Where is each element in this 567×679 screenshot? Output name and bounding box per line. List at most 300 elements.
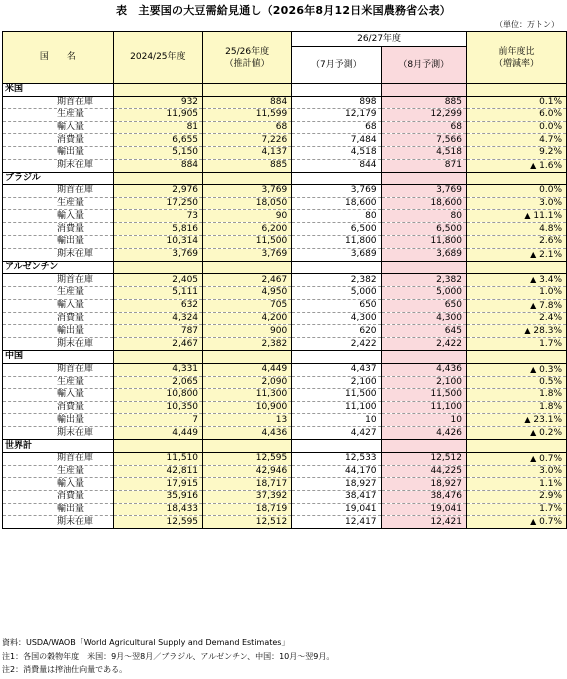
change-percent: 0.3% — [539, 364, 562, 375]
row-label: 輸出量 — [3, 235, 114, 248]
value-2024-25: 17,915 — [113, 478, 202, 491]
value-change — [466, 287, 566, 300]
value-2024-25: 787 — [113, 325, 202, 338]
decrease-triangle-icon: ▲ — [530, 517, 537, 527]
value-2025-26: 3,769 — [203, 248, 292, 261]
value-change — [466, 414, 566, 427]
value-2025-26: 885 — [203, 159, 292, 172]
value-2025-26: 13 — [203, 414, 292, 427]
country-name: アルゼンチン — [3, 261, 114, 274]
value-2025-26: 4,449 — [203, 363, 292, 376]
change-percent: 7.8% — [539, 300, 562, 311]
value-aug-forecast: 44,225 — [381, 465, 466, 478]
decrease-triangle-icon: ▲ — [530, 275, 537, 285]
value-change — [466, 185, 566, 198]
value-july-forecast: 18,927 — [292, 478, 381, 491]
country-row — [3, 261, 567, 274]
value-aug-forecast: 4,426 — [381, 427, 466, 440]
country-row-blank — [381, 350, 466, 363]
change-percent: 2.1% — [539, 249, 562, 260]
value-change — [466, 338, 566, 351]
table-row — [3, 414, 567, 427]
change-percent: 2.6% — [539, 236, 562, 247]
value-aug-forecast: 7,566 — [381, 134, 466, 147]
country-row — [3, 440, 567, 453]
value-change — [466, 235, 566, 248]
value-change — [466, 478, 566, 491]
value-2025-26: 4,436 — [203, 427, 292, 440]
row-label: 輸出量 — [3, 414, 114, 427]
table-row — [3, 427, 567, 440]
value-2024-25: 932 — [113, 96, 202, 109]
value-2024-25: 632 — [113, 299, 202, 312]
table-row — [3, 287, 567, 300]
value-july-forecast: 2,422 — [292, 338, 381, 351]
value-july-forecast: 4,437 — [292, 363, 381, 376]
header-july-forecast: （7月予測） — [292, 47, 381, 84]
country-row — [3, 350, 567, 363]
value-change — [466, 134, 566, 147]
value-aug-forecast: 12,512 — [381, 452, 466, 465]
value-july-forecast: 3,689 — [292, 248, 381, 261]
value-aug-forecast: 38,476 — [381, 491, 466, 504]
table-row — [3, 185, 567, 198]
change-percent: 3.0% — [539, 198, 562, 209]
row-label: 期首在庫 — [3, 96, 114, 109]
row-label: 輸入量 — [3, 478, 114, 491]
value-aug-forecast: 3,769 — [381, 185, 466, 198]
value-change — [466, 376, 566, 389]
country-row-blank — [292, 261, 381, 274]
value-aug-forecast: 12,299 — [381, 109, 466, 122]
value-aug-forecast: 871 — [381, 159, 466, 172]
value-aug-forecast: 3,689 — [381, 248, 466, 261]
change-percent: 1.1% — [539, 478, 562, 489]
country-row-blank — [203, 440, 292, 453]
value-july-forecast: 650 — [292, 299, 381, 312]
value-2024-25: 10,314 — [113, 235, 202, 248]
change-percent: 23.1% — [533, 415, 562, 426]
country-row-blank — [292, 350, 381, 363]
row-label: 輸入量 — [3, 210, 114, 223]
value-july-forecast: 38,417 — [292, 491, 381, 504]
table-row — [3, 478, 567, 491]
value-aug-forecast: 2,100 — [381, 376, 466, 389]
change-percent: 0.2% — [539, 428, 562, 439]
decrease-triangle-icon: ▲ — [530, 364, 537, 374]
value-change — [466, 96, 566, 109]
row-label: 輸出量 — [3, 146, 114, 159]
country-row-blank — [381, 84, 466, 97]
value-2025-26: 11,300 — [203, 389, 292, 402]
row-label: 輸入量 — [3, 299, 114, 312]
table-row — [3, 299, 567, 312]
value-2024-25: 5,111 — [113, 287, 202, 300]
header-change-note: （増減率） — [493, 58, 539, 69]
country-row-blank — [203, 350, 292, 363]
table-row — [3, 325, 567, 338]
table-row — [3, 363, 567, 376]
value-july-forecast: 11,100 — [292, 401, 381, 414]
table-row — [3, 516, 567, 529]
table-row — [3, 96, 567, 109]
row-label: 期末在庫 — [3, 248, 114, 261]
value-2024-25: 5,150 — [113, 146, 202, 159]
country-row-blank — [466, 84, 566, 97]
value-july-forecast: 80 — [292, 210, 381, 223]
header-aug-forecast: （8月予測） — [381, 47, 466, 84]
change-percent: 1.0% — [539, 287, 562, 298]
table-row — [3, 210, 567, 223]
value-change — [466, 452, 566, 465]
value-aug-forecast: 4,300 — [381, 312, 466, 325]
country-row-blank — [381, 261, 466, 274]
table-row — [3, 223, 567, 236]
decrease-triangle-icon: ▲ — [524, 326, 531, 336]
value-2024-25: 42,811 — [113, 465, 202, 478]
value-change — [466, 146, 566, 159]
table-row — [3, 274, 567, 287]
row-label: 輸入量 — [3, 389, 114, 402]
decrease-triangle-icon: ▲ — [530, 428, 537, 438]
value-2025-26: 900 — [203, 325, 292, 338]
value-2024-25: 3,769 — [113, 248, 202, 261]
value-change — [466, 299, 566, 312]
value-change — [466, 389, 566, 402]
header-2025-26 — [203, 32, 292, 84]
value-2025-26: 705 — [203, 299, 292, 312]
value-2024-25: 35,916 — [113, 491, 202, 504]
value-2024-25: 81 — [113, 121, 202, 134]
change-percent: 6.0% — [539, 109, 562, 120]
country-row-blank — [203, 84, 292, 97]
value-2024-25: 18,433 — [113, 503, 202, 516]
value-aug-forecast: 2,382 — [381, 274, 466, 287]
table-row — [3, 452, 567, 465]
change-percent: 9.2% — [539, 147, 562, 158]
table-body — [3, 84, 567, 529]
country-name: ブラジル — [3, 172, 114, 185]
value-2025-26: 18,717 — [203, 478, 292, 491]
value-change — [466, 274, 566, 287]
row-label: 消費量 — [3, 134, 114, 147]
value-2025-26: 90 — [203, 210, 292, 223]
value-2024-25: 6,655 — [113, 134, 202, 147]
table-title: 表 主要国の大豆需給見通し（2026年8月12日米国農務省公表） — [116, 4, 451, 17]
value-2024-25: 10,800 — [113, 389, 202, 402]
table-row — [3, 146, 567, 159]
value-2024-25: 884 — [113, 159, 202, 172]
change-percent: 0.0% — [539, 122, 562, 133]
change-percent: 11.1% — [533, 211, 562, 222]
value-2025-26: 884 — [203, 96, 292, 109]
change-percent: 1.8% — [539, 401, 562, 412]
value-2025-26: 18,050 — [203, 197, 292, 210]
value-july-forecast: 2,382 — [292, 274, 381, 287]
header-2025-26-year: 25/26年度 — [225, 46, 270, 57]
decrease-triangle-icon: ▲ — [530, 453, 537, 463]
value-july-forecast: 898 — [292, 96, 381, 109]
value-change — [466, 427, 566, 440]
table-row — [3, 503, 567, 516]
value-july-forecast: 11,800 — [292, 235, 381, 248]
value-2024-25: 4,324 — [113, 312, 202, 325]
value-2024-25: 4,331 — [113, 363, 202, 376]
change-percent: 0.7% — [539, 453, 562, 464]
decrease-triangle-icon: ▲ — [524, 211, 531, 221]
table-row — [3, 235, 567, 248]
value-2025-26: 68 — [203, 121, 292, 134]
change-percent: 4.7% — [539, 134, 562, 145]
country-row-blank — [113, 84, 202, 97]
change-percent: 2.4% — [539, 313, 562, 324]
change-percent: 0.0% — [539, 185, 562, 196]
change-percent: 28.3% — [533, 326, 562, 337]
decrease-triangle-icon: ▲ — [530, 300, 537, 310]
value-2024-25: 4,449 — [113, 427, 202, 440]
value-2024-25: 17,250 — [113, 197, 202, 210]
table-row — [3, 248, 567, 261]
value-aug-forecast: 11,800 — [381, 235, 466, 248]
change-percent: 1.7% — [539, 338, 562, 349]
value-july-forecast: 68 — [292, 121, 381, 134]
table-row — [3, 109, 567, 122]
value-2025-26: 18,719 — [203, 503, 292, 516]
value-aug-forecast: 2,422 — [381, 338, 466, 351]
country-row-blank — [466, 172, 566, 185]
country-row-blank — [292, 440, 381, 453]
country-name: 世界計 — [3, 440, 114, 453]
value-july-forecast: 19,041 — [292, 503, 381, 516]
value-2025-26: 4,137 — [203, 146, 292, 159]
value-july-forecast: 10 — [292, 414, 381, 427]
row-label: 消費量 — [3, 491, 114, 504]
change-percent: 1.7% — [539, 503, 562, 514]
change-percent: 3.4% — [539, 275, 562, 286]
value-change — [466, 248, 566, 261]
value-aug-forecast: 4,518 — [381, 146, 466, 159]
change-percent: 0.1% — [539, 96, 562, 107]
country-row-blank — [466, 261, 566, 274]
header-2026-27: 26/27年度 — [292, 32, 467, 47]
value-2024-25: 10,350 — [113, 401, 202, 414]
table-row — [3, 389, 567, 402]
value-july-forecast: 12,179 — [292, 109, 381, 122]
row-label: 期末在庫 — [3, 516, 114, 529]
change-percent: 2.9% — [539, 491, 562, 502]
table-row — [3, 121, 567, 134]
value-july-forecast: 2,100 — [292, 376, 381, 389]
note-source: 資料：USDA/WAOB「World Agricultural Supply and Demand Estimates」 — [2, 638, 290, 647]
value-2024-25: 2,467 — [113, 338, 202, 351]
value-july-forecast: 12,417 — [292, 516, 381, 529]
value-aug-forecast: 10 — [381, 414, 466, 427]
soybean-supply-table — [2, 31, 567, 529]
change-percent: 1.8% — [539, 389, 562, 400]
value-change — [466, 109, 566, 122]
value-change — [466, 121, 566, 134]
value-2025-26: 10,900 — [203, 401, 292, 414]
value-2024-25: 12,595 — [113, 516, 202, 529]
value-change — [466, 491, 566, 504]
value-july-forecast: 844 — [292, 159, 381, 172]
header-2024-25: 2024/25年度 — [113, 32, 202, 84]
header-2025-26-note: （推計値） — [224, 58, 270, 69]
change-percent: 1.6% — [539, 160, 562, 171]
value-july-forecast: 18,600 — [292, 197, 381, 210]
country-name: 米国 — [3, 84, 114, 97]
country-row-blank — [203, 172, 292, 185]
value-aug-forecast: 18,927 — [381, 478, 466, 491]
row-label: 期首在庫 — [3, 185, 114, 198]
value-2025-26: 12,595 — [203, 452, 292, 465]
value-change — [466, 312, 566, 325]
note-2: 注2：消費量は搾油仕向量である。 — [2, 665, 128, 674]
value-2025-26: 3,769 — [203, 185, 292, 198]
value-aug-forecast: 80 — [381, 210, 466, 223]
country-row-blank — [466, 350, 566, 363]
value-change — [466, 197, 566, 210]
row-label: 生産量 — [3, 197, 114, 210]
value-2025-26: 11,599 — [203, 109, 292, 122]
row-label: 生産量 — [3, 465, 114, 478]
value-july-forecast: 4,427 — [292, 427, 381, 440]
value-2024-25: 11,510 — [113, 452, 202, 465]
value-change — [466, 503, 566, 516]
value-aug-forecast: 650 — [381, 299, 466, 312]
change-percent: 4.8% — [539, 223, 562, 234]
country-row-blank — [113, 440, 202, 453]
change-percent: 0.5% — [539, 376, 562, 387]
value-2024-25: 11,905 — [113, 109, 202, 122]
change-percent: 3.0% — [539, 466, 562, 477]
row-label: 期末在庫 — [3, 159, 114, 172]
value-2025-26: 4,950 — [203, 287, 292, 300]
value-change — [466, 159, 566, 172]
row-label: 輸出量 — [3, 325, 114, 338]
note-1: 注1：各国の穀物年度 米国：9月～翌8月／ブラジル、アルゼンチン、中国：10月～翌9月。 — [2, 651, 335, 661]
row-label: 生産量 — [3, 376, 114, 389]
value-july-forecast: 11,500 — [292, 389, 381, 402]
row-label: 輸入量 — [3, 121, 114, 134]
value-aug-forecast: 6,500 — [381, 223, 466, 236]
value-july-forecast: 44,170 — [292, 465, 381, 478]
value-2024-25: 73 — [113, 210, 202, 223]
value-2024-25: 7 — [113, 414, 202, 427]
row-label: 生産量 — [3, 109, 114, 122]
value-change — [466, 223, 566, 236]
value-aug-forecast: 68 — [381, 121, 466, 134]
decrease-triangle-icon: ▲ — [530, 249, 537, 259]
header-country: 国 名 — [3, 32, 114, 84]
row-label: 輸出量 — [3, 503, 114, 516]
header-change-title: 前年度比 — [498, 46, 535, 57]
country-name: 中国 — [3, 350, 114, 363]
row-label: 消費量 — [3, 223, 114, 236]
value-2024-25: 2,976 — [113, 185, 202, 198]
decrease-triangle-icon: ▲ — [530, 160, 537, 170]
value-aug-forecast: 19,041 — [381, 503, 466, 516]
unit-label: （単位：万トン） — [495, 20, 559, 29]
value-2025-26: 42,946 — [203, 465, 292, 478]
country-row-blank — [203, 261, 292, 274]
value-aug-forecast: 11,500 — [381, 389, 466, 402]
value-2025-26: 6,200 — [203, 223, 292, 236]
row-label: 生産量 — [3, 287, 114, 300]
table-row — [3, 338, 567, 351]
value-2025-26: 7,226 — [203, 134, 292, 147]
country-row-blank — [292, 172, 381, 185]
value-2025-26: 12,512 — [203, 516, 292, 529]
value-july-forecast: 6,500 — [292, 223, 381, 236]
country-row-blank — [113, 261, 202, 274]
value-2025-26: 2,382 — [203, 338, 292, 351]
change-percent: 0.7% — [539, 517, 562, 528]
value-2024-25: 5,816 — [113, 223, 202, 236]
value-aug-forecast: 18,600 — [381, 197, 466, 210]
value-2025-26: 4,200 — [203, 312, 292, 325]
country-row-blank — [113, 172, 202, 185]
value-july-forecast: 4,300 — [292, 312, 381, 325]
value-2025-26: 2,090 — [203, 376, 292, 389]
value-change — [466, 516, 566, 529]
value-july-forecast: 5,000 — [292, 287, 381, 300]
value-2024-25: 2,065 — [113, 376, 202, 389]
value-aug-forecast: 11,100 — [381, 401, 466, 414]
value-aug-forecast: 4,436 — [381, 363, 466, 376]
value-2024-25: 2,405 — [113, 274, 202, 287]
table-row — [3, 465, 567, 478]
row-label: 期首在庫 — [3, 452, 114, 465]
table-row — [3, 134, 567, 147]
decrease-triangle-icon: ▲ — [524, 415, 531, 425]
value-change — [466, 465, 566, 478]
value-july-forecast: 7,484 — [292, 134, 381, 147]
notes — [2, 636, 334, 677]
value-aug-forecast: 885 — [381, 96, 466, 109]
table-row — [3, 491, 567, 504]
value-aug-forecast: 645 — [381, 325, 466, 338]
row-label: 期首在庫 — [3, 274, 114, 287]
header-change — [466, 32, 566, 84]
country-row-blank — [466, 440, 566, 453]
row-label: 期末在庫 — [3, 338, 114, 351]
value-july-forecast: 4,518 — [292, 146, 381, 159]
table-row — [3, 376, 567, 389]
value-change — [466, 363, 566, 376]
value-2025-26: 37,392 — [203, 491, 292, 504]
country-row-blank — [113, 350, 202, 363]
value-change — [466, 210, 566, 223]
row-label: 消費量 — [3, 401, 114, 414]
value-july-forecast: 620 — [292, 325, 381, 338]
country-row-blank — [381, 172, 466, 185]
table-row — [3, 197, 567, 210]
value-july-forecast: 3,769 — [292, 185, 381, 198]
country-row-blank — [381, 440, 466, 453]
country-row — [3, 172, 567, 185]
row-label: 期首在庫 — [3, 363, 114, 376]
table-row — [3, 312, 567, 325]
value-change — [466, 325, 566, 338]
value-july-forecast: 12,533 — [292, 452, 381, 465]
value-aug-forecast: 12,421 — [381, 516, 466, 529]
row-label: 期末在庫 — [3, 427, 114, 440]
table-row — [3, 401, 567, 414]
table-row — [3, 159, 567, 172]
value-change — [466, 401, 566, 414]
country-row — [3, 84, 567, 97]
